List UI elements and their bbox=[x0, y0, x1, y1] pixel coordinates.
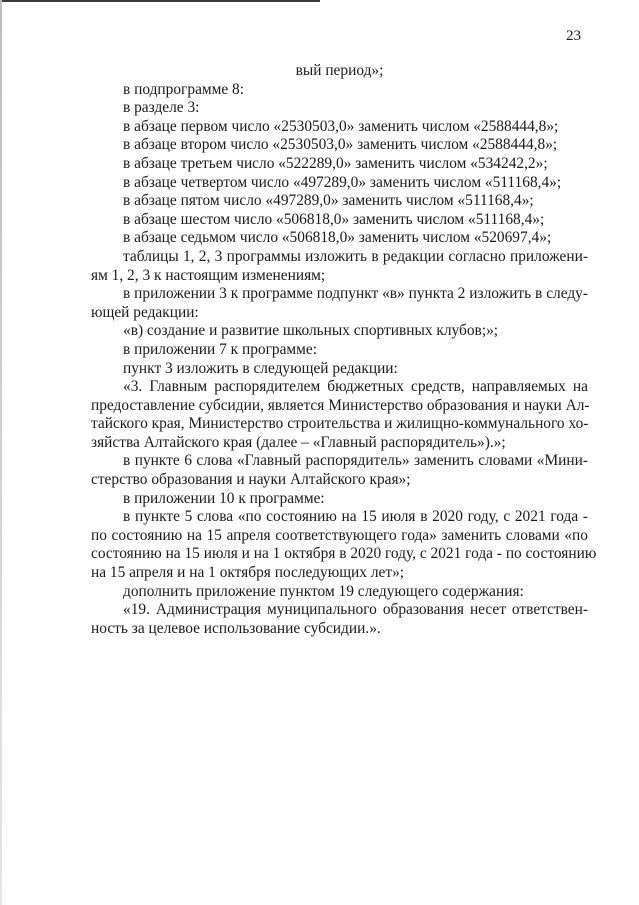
text-line: в разделе 3: bbox=[123, 99, 200, 117]
text-line: ющей редакции: bbox=[91, 303, 199, 321]
text-line: в абзаце втором число «2530503,0» заменить числом «2588444,8»; bbox=[123, 136, 558, 154]
text-line: в абзаце седьмом число «506818,0» заменить числом «520697,4»; bbox=[123, 229, 552, 247]
text-line: дополнить приложение пунктом 19 следующего содержания: bbox=[123, 582, 524, 600]
text-line: на 15 апреля и на 1 октября последующих лет»; bbox=[91, 564, 405, 582]
text-line: предоставление субсидии, является Министерство образования и науки Ал- bbox=[91, 396, 590, 414]
text-line: зяйства Алтайского края (далее – «Главный распорядитель»).»; bbox=[91, 433, 506, 451]
text-line: в приложении 3 к программе подпункт «в» пункта 2 изложить в следу- bbox=[123, 285, 588, 303]
text-line: состоянию на 15 июля и на 1 октября в 2020 году, с 2021 года - по состоянию bbox=[91, 545, 597, 563]
text-line: в абзаце четвертом число «497289,0» заменить числом «511168,4»; bbox=[123, 173, 562, 191]
text-line: в подпрограмме 8: bbox=[123, 80, 245, 98]
scan-edge bbox=[0, 0, 2, 905]
text-line: «в) создание и развитие школьных спортивных клубов;»; bbox=[123, 322, 499, 340]
text-line: в абзаце шестом число «506818,0» заменить числом «511168,4»; bbox=[123, 210, 545, 228]
text-line: по состоянию на 15 апреля соответствующего года» заменить словами «по bbox=[91, 526, 588, 544]
text-line: в абзаце третьем число «522289,0» заменить числом «534242,2»; bbox=[123, 154, 548, 172]
text-line: в приложении 7 к программе: bbox=[123, 340, 318, 358]
text-line: стерство образования и науки Алтайского края»; bbox=[91, 471, 411, 489]
text-line: ям 1, 2, 3 к настоящим изменениям; bbox=[91, 266, 326, 284]
top-rule bbox=[0, 0, 320, 2]
text-line: «19. Администрация муниципального образования несет ответствен- bbox=[123, 601, 588, 619]
text-line: тайского края, Министерство строительства и жилищно-коммунального хо- bbox=[91, 415, 589, 433]
text-line: ность за целевое использование субсидии.». bbox=[91, 619, 381, 637]
text-line: «3. Главным распорядителем бюджетных средств, направляемых на bbox=[123, 378, 588, 396]
text-line: в абзаце пятом число «497289,0» заменить числом «511168,4»; bbox=[123, 192, 534, 210]
text-line: вый период»; bbox=[295, 62, 384, 79]
text-line: в пункте 6 слова «Главный распорядитель» заменить словами «Мини- bbox=[123, 452, 588, 470]
page-number: 23 bbox=[566, 28, 581, 44]
text-line: в абзаце первом число «2530503,0» заменить числом «2588444,8»; bbox=[123, 117, 559, 135]
text-line: таблицы 1, 2, 3 программы изложить в редакции согласно приложени- bbox=[123, 247, 588, 265]
text-line: пункт 3 изложить в следующей редакции: bbox=[123, 359, 398, 377]
text-line: в приложении 10 к программе: bbox=[123, 489, 325, 507]
text-line: в пункте 5 слова «по состоянию на 15 июля в 2020 году, с 2021 года - bbox=[123, 508, 588, 526]
document-body bbox=[91, 62, 597, 638]
